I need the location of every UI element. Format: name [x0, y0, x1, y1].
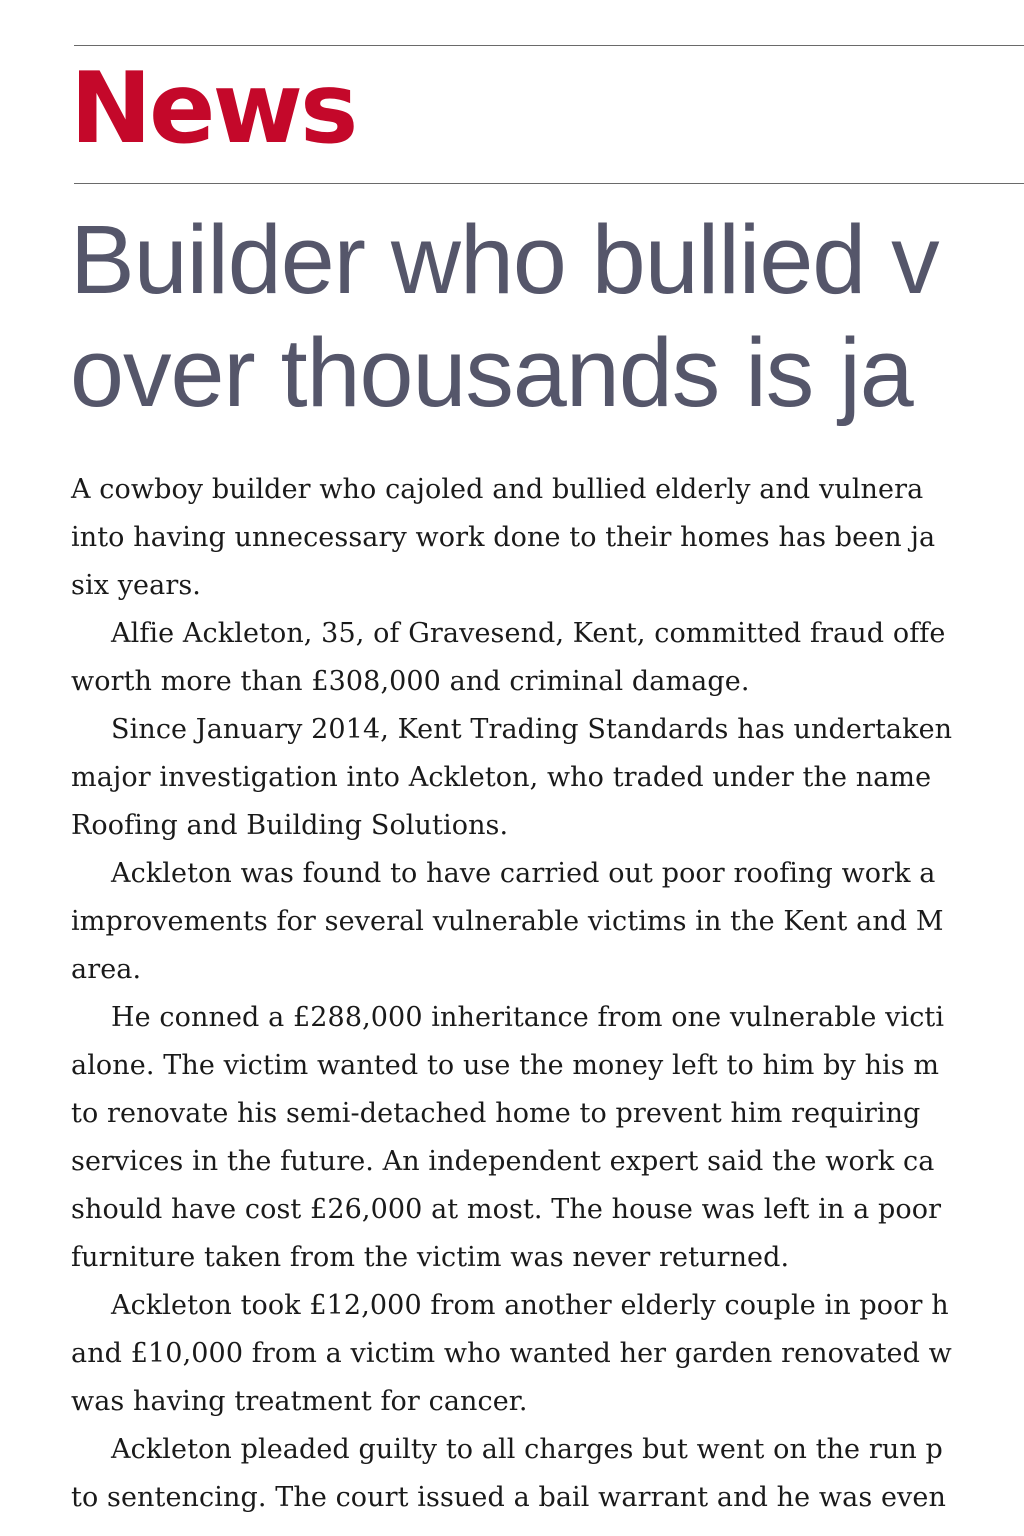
body-line: into having unnecessary work done to their homes has been ja	[71, 522, 936, 553]
article-paragraph	[71, 994, 1024, 1282]
article-paragraph	[71, 850, 1024, 994]
body-line: Ackleton was found to have carried out poor roofing work a	[111, 858, 936, 889]
body-line: He conned a £288,000 inheritance from one vulnerable victi	[111, 1002, 945, 1033]
article-paragraph	[71, 706, 1024, 850]
body-line: six years.	[71, 570, 201, 601]
body-line: alone. The victim wanted to use the money left to him by his m	[71, 1050, 940, 1081]
article-headline	[70, 203, 1024, 429]
body-line: worth more than £308,000 and criminal damage.	[71, 666, 750, 697]
body-line: furniture taken from the victim was never returned.	[71, 1242, 790, 1273]
section-divider	[74, 183, 1024, 184]
headline-line: Builder who bullied v	[70, 205, 939, 314]
body-line: Alfie Ackleton, 35, of Gravesend, Kent, committed fraud offe	[111, 618, 946, 649]
body-line: and £10,000 from a victim who wanted her garden renovated w	[71, 1338, 952, 1369]
body-line: improvements for several vulnerable victims in the Kent and M	[71, 906, 944, 937]
body-line: should have cost £26,000 at most. The house was left in a poor	[71, 1194, 942, 1225]
body-line: major investigation into Ackleton, who traded under the name	[71, 762, 932, 793]
headline-line: over thousands is ja	[70, 318, 913, 427]
body-line: Since January 2014, Kent Trading Standards has undertaken	[111, 714, 953, 745]
top-divider	[74, 45, 1024, 46]
body-line: services in the future. An independent expert said the work ca	[71, 1146, 935, 1177]
body-line: to renovate his semi-detached home to prevent him requiring	[71, 1098, 921, 1129]
article-paragraph	[71, 1282, 1024, 1426]
body-line: area.	[71, 954, 142, 985]
body-line: to sentencing. The court issued a bail warrant and he was even	[71, 1482, 946, 1513]
section-title: News	[70, 52, 356, 166]
body-line: A cowboy builder who cajoled and bullied elderly and vulnera	[71, 474, 924, 505]
body-line: Ackleton took £12,000 from another elderly couple in poor h	[111, 1290, 949, 1321]
article-paragraph	[71, 610, 1024, 706]
article-paragraph	[71, 466, 1024, 610]
body-line: Roofing and Building Solutions.	[71, 810, 509, 841]
body-line: Ackleton pleaded guilty to all charges but went on the run p	[111, 1434, 943, 1465]
article-paragraph	[71, 1426, 1024, 1522]
body-line: was having treatment for cancer.	[71, 1386, 528, 1417]
article-body	[71, 466, 1024, 1522]
